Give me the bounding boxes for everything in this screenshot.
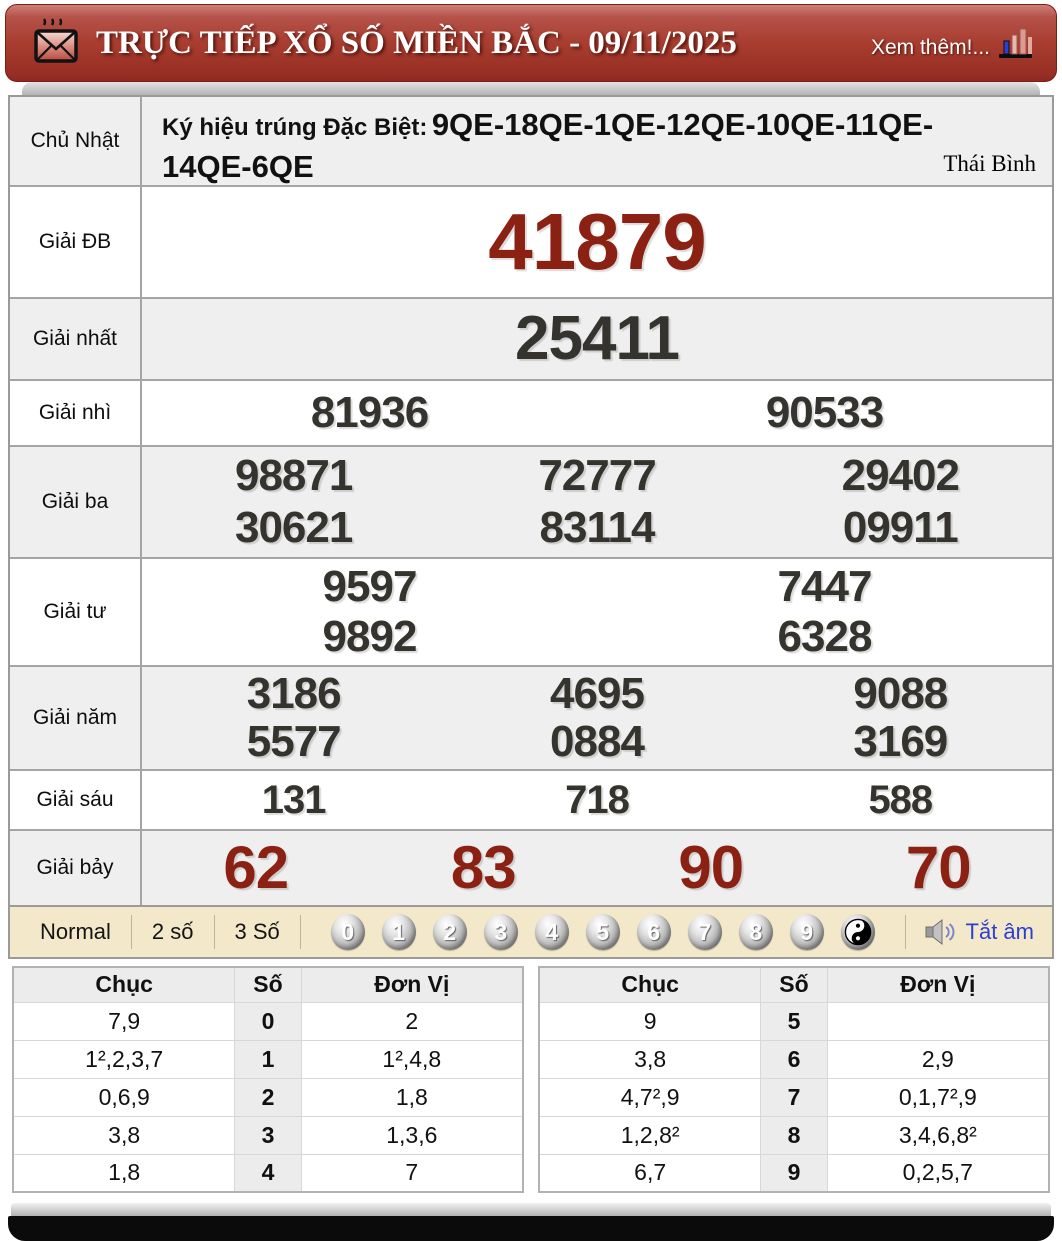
donvi-cell: 2,9 <box>827 1040 1049 1078</box>
donvi-cell: 0,1,7²,9 <box>827 1078 1049 1116</box>
prize-label: Giải năm <box>10 667 142 769</box>
ball-4[interactable]: 4 <box>535 914 569 950</box>
ball-5[interactable]: 5 <box>586 914 620 950</box>
prize-number: 3169 <box>853 717 948 767</box>
footer-gray-strip <box>11 1203 1051 1216</box>
table-row <box>539 1078 1049 1116</box>
prize-row-3 <box>10 445 1052 557</box>
so-cell: 6 <box>761 1040 827 1078</box>
footer-bar <box>8 1203 1054 1241</box>
col-header-chuc: Chục <box>13 967 235 1002</box>
digit-balls <box>331 914 875 950</box>
mute-label: Tắt âm <box>965 919 1034 944</box>
table-row <box>13 1040 523 1078</box>
weekday-label: Chủ Nhật <box>10 97 142 185</box>
donvi-cell: 3,4,6,8² <box>827 1116 1049 1154</box>
so-cell: 8 <box>761 1116 827 1154</box>
header <box>5 4 1057 82</box>
chuc-cell: 9 <box>539 1002 761 1040</box>
prize-label: Giải ĐB <box>10 187 142 297</box>
table-row <box>539 1040 1049 1078</box>
prize-number: 131 <box>261 778 326 822</box>
prize-number: 9892 <box>322 612 417 661</box>
ball-9[interactable]: 9 <box>790 914 824 950</box>
table-row <box>13 1154 523 1192</box>
col-header-so: Số <box>761 967 827 1002</box>
digit-table-left <box>12 966 524 1193</box>
donvi-cell: 7 <box>301 1154 523 1192</box>
mute-button[interactable] <box>924 917 1034 947</box>
envelope-icon <box>32 15 80 71</box>
see-more-link[interactable]: Xem thêm!... <box>870 36 990 59</box>
chuc-cell: 1,2,8² <box>539 1116 761 1154</box>
ball-8[interactable]: 8 <box>739 914 773 950</box>
prize-row-4 <box>10 557 1052 665</box>
prize-number: 83114 <box>539 502 655 552</box>
prize-row-2 <box>10 379 1052 445</box>
donvi-cell: 0,2,5,7 <box>827 1154 1049 1192</box>
prize-number: 7447 <box>777 562 872 611</box>
chuc-cell: 3,8 <box>13 1116 235 1154</box>
table-row <box>539 1002 1049 1040</box>
tab-2-so[interactable]: 2 số <box>151 919 194 944</box>
ball-0[interactable]: 0 <box>331 914 365 950</box>
special-symbol-cell <box>142 97 1052 185</box>
digit-table-right <box>538 966 1050 1193</box>
col-header-donvi: Đơn Vị <box>301 967 523 1002</box>
ball-2[interactable]: 2 <box>433 914 467 950</box>
symbol-codes: 9QE-18QE-1QE-12QE-10QE-11QE- <box>431 107 934 142</box>
donvi-cell: 1,3,6 <box>301 1116 523 1154</box>
ball-3[interactable]: 3 <box>484 914 518 950</box>
prize-number: 30621 <box>234 502 353 552</box>
prize-row-5 <box>10 665 1052 769</box>
prize-number: 588 <box>868 778 933 822</box>
prize-number: 0884 <box>550 717 644 767</box>
prize-number: 70 <box>905 834 971 901</box>
toolbar-divider <box>300 915 301 949</box>
col-header-donvi: Đơn Vị <box>827 967 1049 1002</box>
page-title: TRỰC TIẾP XỔ SỐ MIỀN BẮC - 09/11/2025 <box>96 24 737 61</box>
chart-icon[interactable] <box>998 26 1034 60</box>
tab-3-so[interactable]: 3 Số <box>234 919 280 944</box>
prize-row-1 <box>10 297 1052 379</box>
chuc-cell: 7,9 <box>13 1002 235 1040</box>
so-cell: 3 <box>235 1116 301 1154</box>
chuc-cell: 6,7 <box>539 1154 761 1192</box>
prize-label: Giải sáu <box>10 771 142 829</box>
prize-row-6 <box>10 769 1052 829</box>
prize-number: 6328 <box>777 612 872 661</box>
prize-number: 62 <box>223 834 289 901</box>
prize-number: 9088 <box>853 668 948 718</box>
so-cell: 9 <box>761 1154 827 1192</box>
donvi-cell: 2 <box>301 1002 523 1040</box>
donvi-cell: 1²,4,8 <box>301 1040 523 1078</box>
prize-number: 25411 <box>515 304 679 373</box>
so-cell: 7 <box>761 1078 827 1116</box>
chuc-cell: 4,7²,9 <box>539 1078 761 1116</box>
toolbar <box>8 907 1054 959</box>
prize-label: Giải ba <box>10 447 142 557</box>
table-row <box>13 1116 523 1154</box>
table-row <box>539 1154 1049 1192</box>
symbol-label: Ký hiệu trúng Đặc Biệt: <box>162 114 428 141</box>
so-cell: 5 <box>761 1002 827 1040</box>
prize-number: 9597 <box>322 562 417 611</box>
donvi-cell: 1,8 <box>301 1078 523 1116</box>
header-bottom-strip <box>22 82 1040 95</box>
prize-number: 90533 <box>765 388 884 437</box>
chuc-cell: 1,8 <box>13 1154 235 1192</box>
ball-1[interactable]: 1 <box>382 914 416 950</box>
chuc-cell: 3,8 <box>539 1040 761 1078</box>
province-label: Thái Bình <box>943 151 1036 176</box>
table-row <box>13 1002 523 1040</box>
prize-number: 72777 <box>538 451 656 501</box>
table-row <box>539 1116 1049 1154</box>
table-row <box>13 1078 523 1116</box>
prize-number: 90 <box>678 834 744 901</box>
chuc-cell: 1²,2,3,7 <box>13 1040 235 1078</box>
results-table <box>8 95 1054 907</box>
prize-number: 83 <box>450 834 516 901</box>
ball-6[interactable]: 6 <box>637 914 671 950</box>
prize-row-7 <box>10 829 1052 905</box>
so-cell: 0 <box>235 1002 301 1040</box>
chuc-cell: 0,6,9 <box>13 1078 235 1116</box>
so-cell: 2 <box>235 1078 301 1116</box>
prize-number: 98871 <box>234 451 353 501</box>
prize-number: 3186 <box>246 668 341 718</box>
prize-row-db <box>10 185 1052 297</box>
so-cell: 4 <box>235 1154 301 1192</box>
prize-label: Giải tư <box>10 559 142 665</box>
footer-black-bar <box>8 1216 1054 1241</box>
prize-label: Giải nhì <box>10 381 142 445</box>
tab-normal[interactable]: Normal <box>40 919 111 944</box>
col-header-chuc: Chục <box>539 967 761 1002</box>
prize-label: Giải nhất <box>10 299 142 379</box>
symbol-codes-line2: 14QE-6QE <box>162 149 314 184</box>
yinyang-icon[interactable] <box>841 914 875 950</box>
speaker-icon <box>924 917 958 947</box>
prize-number: 41879 <box>488 197 706 286</box>
digit-summary <box>12 966 1050 1193</box>
so-cell: 1 <box>235 1040 301 1078</box>
prize-number: 5577 <box>246 717 341 767</box>
prize-label: Giải bảy <box>10 831 142 905</box>
toolbar-divider <box>905 915 906 949</box>
ball-7[interactable]: 7 <box>688 914 722 950</box>
prize-number: 4695 <box>550 668 644 718</box>
donvi-cell <box>827 1002 1049 1040</box>
prize-number: 718 <box>565 778 629 822</box>
prize-number: 09911 <box>842 502 958 552</box>
info-row <box>10 97 1052 185</box>
prize-number: 29402 <box>841 451 959 501</box>
col-header-so: Số <box>235 967 301 1002</box>
prize-number: 81936 <box>310 388 429 437</box>
